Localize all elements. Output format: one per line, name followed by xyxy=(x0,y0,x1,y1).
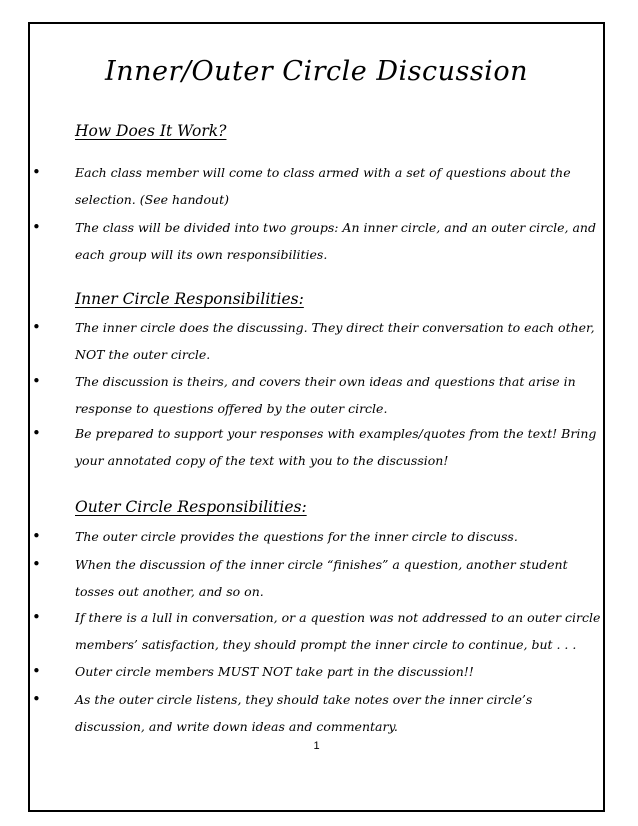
section-heading-outer-circle: Outer Circle Responsibilities: xyxy=(75,498,307,516)
bullet-icon: • xyxy=(32,318,41,336)
list-item: • As the outer circle listens, they should take notes over the inner circle’s discussion, and write down ideas and commentary. xyxy=(32,686,602,740)
list-item: • The inner circle does the discussing. They direct their conversation to each other, NOT the outer circle. xyxy=(32,314,602,368)
list-item: • When the discussion of the inner circle “finishes” a question, another student tosses out another, and so on. xyxy=(32,551,602,605)
list-item: • Be prepared to support your responses with examples/quotes from the text! Bring your annotated copy of the text with you to the discussion! xyxy=(32,420,602,474)
bullet-icon: • xyxy=(32,218,41,236)
section-heading-inner-circle: Inner Circle Responsibilities: xyxy=(75,290,304,308)
section-heading-how-it-works: How Does It Work? xyxy=(75,122,227,140)
list-item: • Outer circle members MUST NOT take part in the discussion!! xyxy=(32,658,602,685)
list-item: • The discussion is theirs, and covers their own ideas and questions that arise in response to questions offered by the outer circle. xyxy=(32,368,602,422)
bullet-icon: • xyxy=(32,608,41,626)
list-item: • Each class member will come to class armed with a set of questions about the selection. (See handout) xyxy=(32,159,602,213)
list-item: • The class will be divided into two groups: An inner circle, and an outer circle, and each group will its own responsibilities. xyxy=(32,214,602,268)
bullet-icon: • xyxy=(32,527,41,545)
list-item: • The outer circle provides the questions for the inner circle to discuss. xyxy=(32,523,602,550)
page-number: 1 xyxy=(313,740,320,752)
bullet-icon: • xyxy=(32,163,41,181)
bullet-icon: • xyxy=(32,555,41,573)
bullet-icon: • xyxy=(32,662,41,680)
bullet-icon: • xyxy=(32,424,41,442)
list-item: • If there is a lull in conversation, or a question was not addressed to an outer circle members’ satisfaction, they should prompt the inner circle to continue, but . . . xyxy=(32,604,602,658)
document-page xyxy=(28,22,605,812)
bullet-icon: • xyxy=(32,372,41,390)
page-title: Inner/Outer Circle Discussion xyxy=(105,56,528,87)
bullet-icon: • xyxy=(32,690,41,708)
